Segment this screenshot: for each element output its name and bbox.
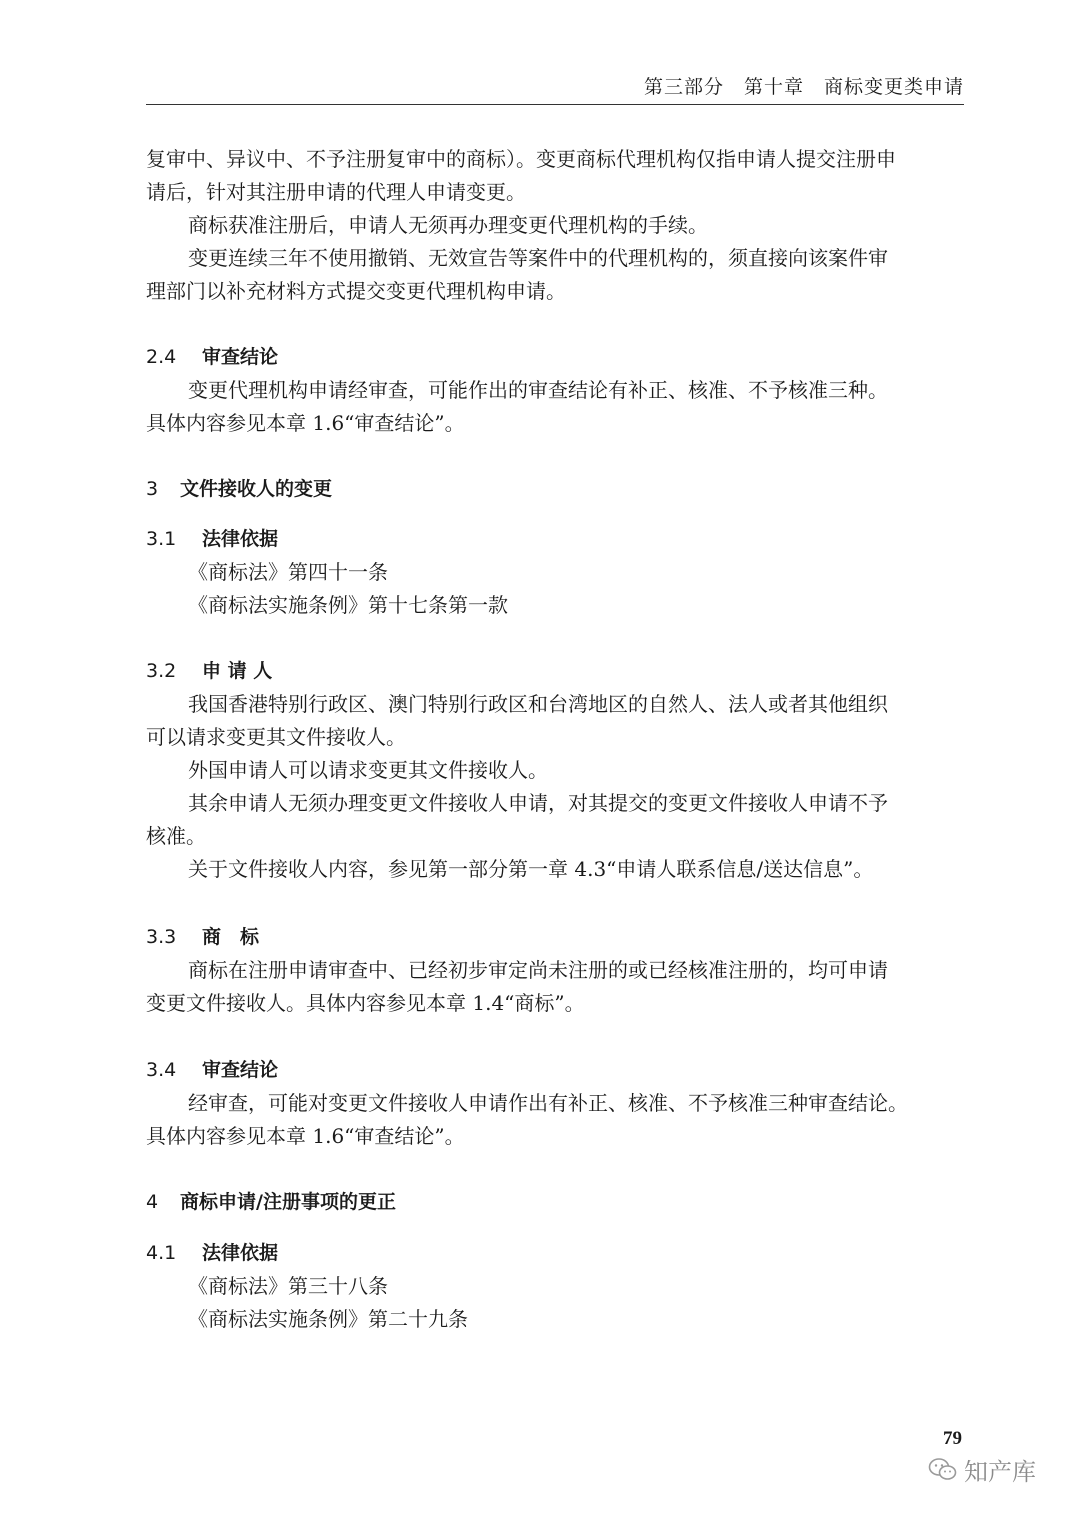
citation-line: 《商标法》第三十八条 xyxy=(188,1274,388,1298)
citation-line: 《商标法实施条例》第十七条第一款 xyxy=(188,593,508,617)
body-line: 具体内容参见本章 1.6“审查结论”。 xyxy=(146,411,465,435)
header-rule xyxy=(146,104,964,105)
body-line: 商标在注册申请审查中、已经初步审定尚未注册的或已经核准注册的，均可申请 xyxy=(188,958,888,982)
body-line: 理部门以补充材料方式提交变更代理机构申请。 xyxy=(146,279,566,303)
section-number: 2.4 xyxy=(146,346,177,368)
section-number: 4.1 xyxy=(146,1242,177,1264)
body-line: 外国申请人可以请求变更其文件接收人。 xyxy=(188,758,548,782)
section-title: 商 标 xyxy=(202,926,260,948)
section-title: 法律依据 xyxy=(202,528,279,550)
section-number: 3 xyxy=(146,478,159,500)
section-title: 法律依据 xyxy=(202,1242,279,1264)
body-line: 关于文件接收人内容，参见第一部分第一章 4.3“申请人联系信息/送达信息”。 xyxy=(188,857,874,881)
citation-line: 《商标法》第四十一条 xyxy=(188,560,388,584)
section-number: 3.3 xyxy=(146,926,177,948)
page-number: 79 xyxy=(943,1428,962,1449)
section-title: 审查结论 xyxy=(202,346,279,368)
body-line: 具体内容参见本章 1.6“审查结论”。 xyxy=(146,1124,465,1148)
section-heading-3-2 xyxy=(146,655,272,687)
section-title: 文件接收人的变更 xyxy=(180,478,333,500)
section-heading-2-4 xyxy=(146,341,278,373)
citation-line: 《商标法实施条例》第二十九条 xyxy=(188,1307,468,1331)
section-heading-4-1 xyxy=(146,1237,278,1269)
section-heading-3 xyxy=(146,473,332,505)
body-line: 核准。 xyxy=(146,824,206,848)
section-number: 4 xyxy=(146,1191,159,1213)
section-number: 3.4 xyxy=(146,1059,177,1081)
section-number: 3.2 xyxy=(146,660,177,682)
body-line: 商标获准注册后，申请人无须再办理变更代理机构的手续。 xyxy=(188,213,708,237)
watermark xyxy=(928,1452,1036,1487)
running-header: 第三部分 第十章 商标变更类申请 xyxy=(643,76,964,98)
section-heading-3-1 xyxy=(146,523,278,555)
body-line: 变更文件接收人。具体内容参见本章 1.4“商标”。 xyxy=(146,991,585,1015)
body-line: 可以请求变更其文件接收人。 xyxy=(146,725,406,749)
body-line: 复审中、异议中、不予注册复审中的商标）。变更商标代理机构仅指申请人提交注册申 xyxy=(146,147,896,171)
section-heading-3-3 xyxy=(146,921,259,953)
section-title: 审查结论 xyxy=(202,1059,279,1081)
section-heading-3-4 xyxy=(146,1054,278,1086)
section-title: 商标申请/注册事项的更正 xyxy=(180,1191,396,1213)
section-title: 申 请 人 xyxy=(202,660,273,682)
body-line: 请后，针对其注册申请的代理人申请变更。 xyxy=(146,180,526,204)
body-line: 变更代理机构申请经审查，可能作出的审查结论有补正、核准、不予核准三种。 xyxy=(188,378,888,402)
body-line: 我国香港特别行政区、澳门特别行政区和台湾地区的自然人、法人或者其他组织 xyxy=(188,692,888,716)
watermark-text: 知产库 xyxy=(964,1458,1036,1486)
body-line: 变更连续三年不使用撤销、无效宣告等案件中的代理机构的，须直接向该案件审 xyxy=(188,246,888,270)
body-line: 经审查，可能对变更文件接收人申请作出有补正、核准、不予核准三种审查结论。 xyxy=(188,1091,908,1115)
body-line: 其余申请人无须办理变更文件接收人申请，对其提交的变更文件接收人申请不予 xyxy=(188,791,888,815)
section-number: 3.1 xyxy=(146,528,177,550)
section-heading-4 xyxy=(146,1186,396,1218)
wechat-icon xyxy=(928,1457,958,1483)
